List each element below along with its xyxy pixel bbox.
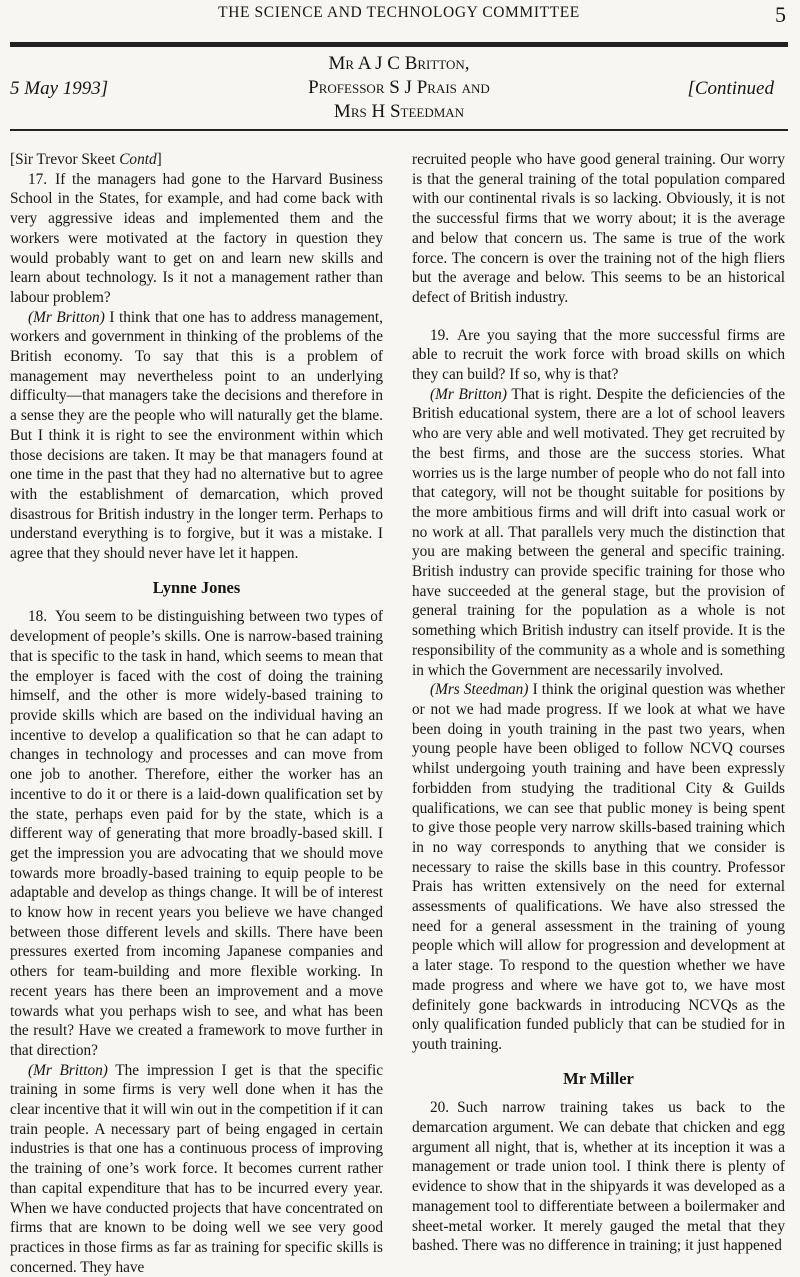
speaker-name: (Mr Britton): [430, 385, 507, 403]
speaker-name: (Mr Britton): [28, 308, 105, 326]
header-rule-thick: [10, 42, 788, 47]
question-number: 17.: [28, 170, 48, 188]
answer-19-steedman: (Mrs Steedman) I think the original question was whether or not we had made progress. If we look at what we have been doing in youth training in the past two years, when young people have been obliged to follow NCVQ courses whilst undergoing youth training and have been expressly forbidden from studying the traditional City & Guilds qualifications, we can see that public money is being spent to give those people very narrow skills-based training which in no way corresponds to anything that we consider is necessary to raise the skills base in this country. Professor Prais has written extensively on the need for external assessments of qualifications. We have also stressed the need for a general assessment in the training of young people which will allow for progression and development at a later stage. To respond to the question whether we have made progress and where we have got to, we have most definitely gone backwards in introducing NCVQs as the only qualification funded publicly that can be studied for in youth training.: [412, 681, 785, 1053]
header-rule-thin: [10, 129, 788, 131]
continuation-label: [Sir Trevor Skeet Contd]: [10, 151, 162, 168]
question-number: 20.: [430, 1099, 450, 1117]
speaker-name: (Mr Britton): [28, 1061, 108, 1079]
witness-name: Mr A J C Britton,: [328, 53, 470, 74]
answer-19-britton: (Mr Britton) That is right. Despite the deficiencies of the British educational system, there are a lot of school leavers who are very able and well motivated. They get recruited by the best firms, and those are the success stories. What worries us is the large number of people who do not fall into that category, will not be thought suitable for positions by the more ambitious firms and will drift into casual work or no work at all. That parallels very much the distinction that you are making between the general and specific training. British industry can provide specific training for those who have succeeded at the general stage, but the provision of general training for the population as a whole is not something which British industry can itself provide. It is the responsibility of the community as a whole and is something in which the Government are necessarily involved.: [412, 385, 785, 679]
page-header: [10, 0, 788, 122]
running-title: THE SCIENCE AND TECHNOLOGY COMMITTEE: [218, 4, 580, 21]
answer-18: (Mr Britton) The impression I get is that the specific training in some firms is very well done when it has the clear incentive that it will win out in the competition if it can train people. A necessary part of being engaged in certain industries is that one has a continuous process of improving the training of one’s work force. It becomes current rather than capital expenditure that has to be incurred every year. When we have conducted projects that have concentrated on firms that are known to be doing well we see very good practices in those firms as far as training for specific skills is concerned. They have: [10, 1061, 383, 1276]
speaker-heading-lynne-jones: Lynne Jones: [152, 577, 241, 597]
hearing-date: 5 May 1993]: [10, 78, 109, 99]
continued-label: [Continued: [687, 78, 774, 99]
witness-names: [10, 52, 788, 124]
witness-header: [10, 52, 788, 126]
question-number: 18.: [28, 608, 48, 626]
answer-18-continued: recruited people who have good general training. Our worry is that the general training of the total population compared with our continental rivals is so lacking. Obviously, it is not the successful firms that we worry about; it is the average and below that concern us. The same is true of the work force. The concern is over the training not of the high fliers but the average and below. This seems to be an historical defect of British industry.: [412, 151, 785, 306]
page-number: 5: [775, 2, 786, 27]
question-19: 19. Are you saying that the more successful firms are able to recruit the work force with broad skills on which they can build? If so, why is that?: [412, 326, 785, 384]
question-20: 20. Such narrow training takes us back to the demarcation argument. We can debate that chicken and egg argument all night, that is, whether at its inception it was a management or trade union tool. I think there is plenty of evidence to show that in the shipyards it was developed as a management tool to differentiate between a boilermaker and sheet-metal worker. It merely gauged the metal that they bashed. There was no difference in training; it just happened: [412, 1099, 785, 1255]
question-number: 19.: [430, 326, 450, 344]
speaker-name: (Mrs Steedman): [430, 681, 529, 699]
answer-17: (Mr Britton) I think that one has to address management, workers and government in thinking of the problems of the British economy. To say that this is a problem of management may nevertheless point to an underlying difficulty—that managers take the decisions and therefore in a sense they are the people who will naturally get the blame. But I think it is right to see the environment within which those decisions are taken. It may be that managers found at one time in the past that they had no alternative but to agree with the establishment of demarcation, which proved disastrous for British industry in the longer term. Perhaps to understand everything is to forgive, but it was a mistake. I agree that they should never have let it happen.: [10, 308, 383, 563]
witness-name: Mrs H Steedman: [333, 101, 465, 122]
question-17: 17. If the managers had gone to the Harvard Business School in the States, for example, and had come back with very aggressive ideas and implemented them and the workers were motivated at the factory in question they would probably want to get on and learn new skills and learn about technology. Is it not a management rather than labour problem?: [10, 170, 383, 306]
witness-name: Professor S J Prais and: [308, 77, 490, 98]
speaker-heading-mr-miller: Mr Miller: [563, 1068, 634, 1088]
question-18: 18. You seem to be distinguishing between two types of development of people’s skills. One is narrow-based training that is specific to the task in hand, which seems to mean that the employer is faced with the cost of doing the training himself, and the other is more widely-based training to provide skills which are based on the individual having an incentive to develop a qualification so that he can adapt to changes in technology and processes and can move from one job to another. Therefore, either the worker has an incentive to do it or there is a laid-down qualification set by the state, perhaps even paid for by the state, which is a different way of generating that more broadly-based skill. I get the impression you are advocating that we should move towards more broadly-based training to equip people to be adaptable and develop as things change. It will be of interest to know how in recent years you believe we have changed between those different levels and skills. There have been pressures exerted from incoming Japanese companies and others for team-building and more flexible working. In recent years has there been an improvement and a move towards what you perhaps wish to see, and what has been the result? Have we created a framework to move further in that direction?: [10, 608, 383, 1059]
right-column: [412, 150, 785, 1256]
left-column: [10, 150, 383, 1277]
